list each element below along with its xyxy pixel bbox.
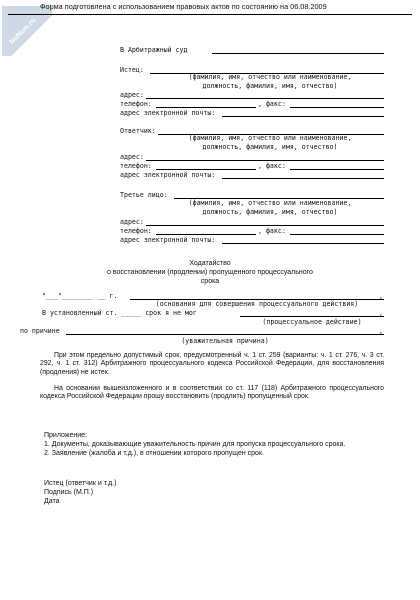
plaintiff-address-line	[146, 98, 384, 99]
third-party-fax-line	[290, 234, 384, 235]
third-party-label: Третье лицо:	[120, 191, 168, 199]
reason-label: по причине	[20, 327, 60, 335]
document-subtitle-1: о восстановлении (продлении) пропущенного процессуального	[107, 269, 313, 276]
third-party-phone-line	[156, 234, 256, 235]
reason-comma: ,	[379, 327, 383, 335]
basis-comma: ,	[379, 292, 383, 300]
plaintiff-address-label: адрес:	[120, 91, 144, 99]
defendant-label: Ответчик:	[120, 127, 156, 135]
plaintiff-email-line	[222, 116, 384, 117]
plaintiff-email-label: адрес электронной почты:	[120, 109, 216, 117]
plaintiff-phone-line	[156, 107, 256, 108]
third-party-fax-label: , факс:	[258, 227, 286, 235]
header-note: Форма подготовлена с использованием правовых актов по состоянию на 06.08.2009	[40, 2, 327, 11]
third-party-address-label: адрес:	[120, 218, 144, 226]
plaintiff-fax-line	[290, 107, 384, 108]
third-party-hint-1: (фамилия, имя, отчество или наименование,	[188, 199, 352, 207]
established-text: В установленный ст. _____ срок я не мог	[42, 309, 197, 317]
watermark-logo: NoNum.ru	[2, 6, 52, 56]
date-field: "___"________ __ г.	[42, 292, 118, 300]
court-line	[212, 53, 384, 54]
defendant-address-label: адрес:	[120, 153, 144, 161]
action-line	[240, 316, 384, 317]
third-party-email-label: адрес электронной почты:	[120, 236, 216, 244]
plaintiff-phone-label: телефон:	[120, 100, 152, 108]
defendant-fax-line	[290, 169, 384, 170]
plaintiff-hint-2: должность, фамилия, имя, отчество)	[202, 82, 338, 90]
action-hint: (процессуальное действие)	[262, 318, 362, 326]
signature-sign: Подпись (М.П.)	[44, 489, 94, 496]
attachment-item-1: 1. Документы, доказывающие уважительность причин для пропуска процессуального срока.	[44, 441, 346, 448]
document-subtitle-2: срока	[200, 278, 220, 285]
body-paragraph-2: На основании вышеизложенного и в соответствии со ст. 117 (118) Арбитражного процессуального кодекса Российской Федерации прошу восстановить (продлить) пропущенный срок.	[40, 385, 384, 401]
document-title: Ходатайство	[189, 260, 231, 267]
third-party-address-line	[146, 225, 384, 226]
court-label: В Арбитражный суд	[120, 46, 188, 54]
defendant-address-line	[146, 160, 384, 161]
defendant-email-line	[222, 178, 384, 179]
defendant-fax-label: , факс:	[258, 162, 286, 170]
reason-hint: (уважительная причина)	[181, 337, 269, 345]
plaintiff-hint-1: (фамилия, имя, отчество или наименование,	[188, 73, 352, 81]
signature-role: Истец (ответчик и т.д.)	[44, 480, 117, 487]
attachments-heading: Приложение:	[44, 432, 88, 439]
plaintiff-fax-label: , факс:	[258, 100, 286, 108]
defendant-phone-label: телефон:	[120, 162, 152, 170]
third-party-hint-2: должность, фамилия, имя, отчество)	[202, 208, 338, 216]
signature-date: Дата	[44, 498, 60, 505]
plaintiff-label: Истец:	[120, 66, 144, 74]
third-party-phone-label: телефон:	[120, 227, 152, 235]
attachment-item-2: 2. Заявление (жалоба и т.д.), в отношении которого пропущен срок.	[44, 450, 264, 457]
defendant-phone-line	[156, 169, 256, 170]
defendant-hint-1: (фамилия, имя, отчество или наименование,	[188, 134, 352, 142]
body-paragraph-1: При этом предельно допустимый срок, предусмотренный ч. 1 ст. 259 (варианты: ч. 1 ст. 276, ч. 3 ст. 292, ч. 1 ст. 312) Арбитражного процессуального кодекса Российской Федерации, для восстановления (продления) не истек.	[40, 352, 384, 376]
basis-hint: (основания для совершения процессуального действия)	[155, 300, 359, 308]
defendant-email-label: адрес электронной почты:	[120, 171, 216, 179]
reason-line	[66, 334, 384, 335]
third-party-email-line	[222, 243, 384, 244]
form-header	[8, 2, 412, 15]
action-comma: ,	[379, 309, 383, 317]
defendant-hint-2: должность, фамилия, имя, отчество)	[202, 143, 338, 151]
